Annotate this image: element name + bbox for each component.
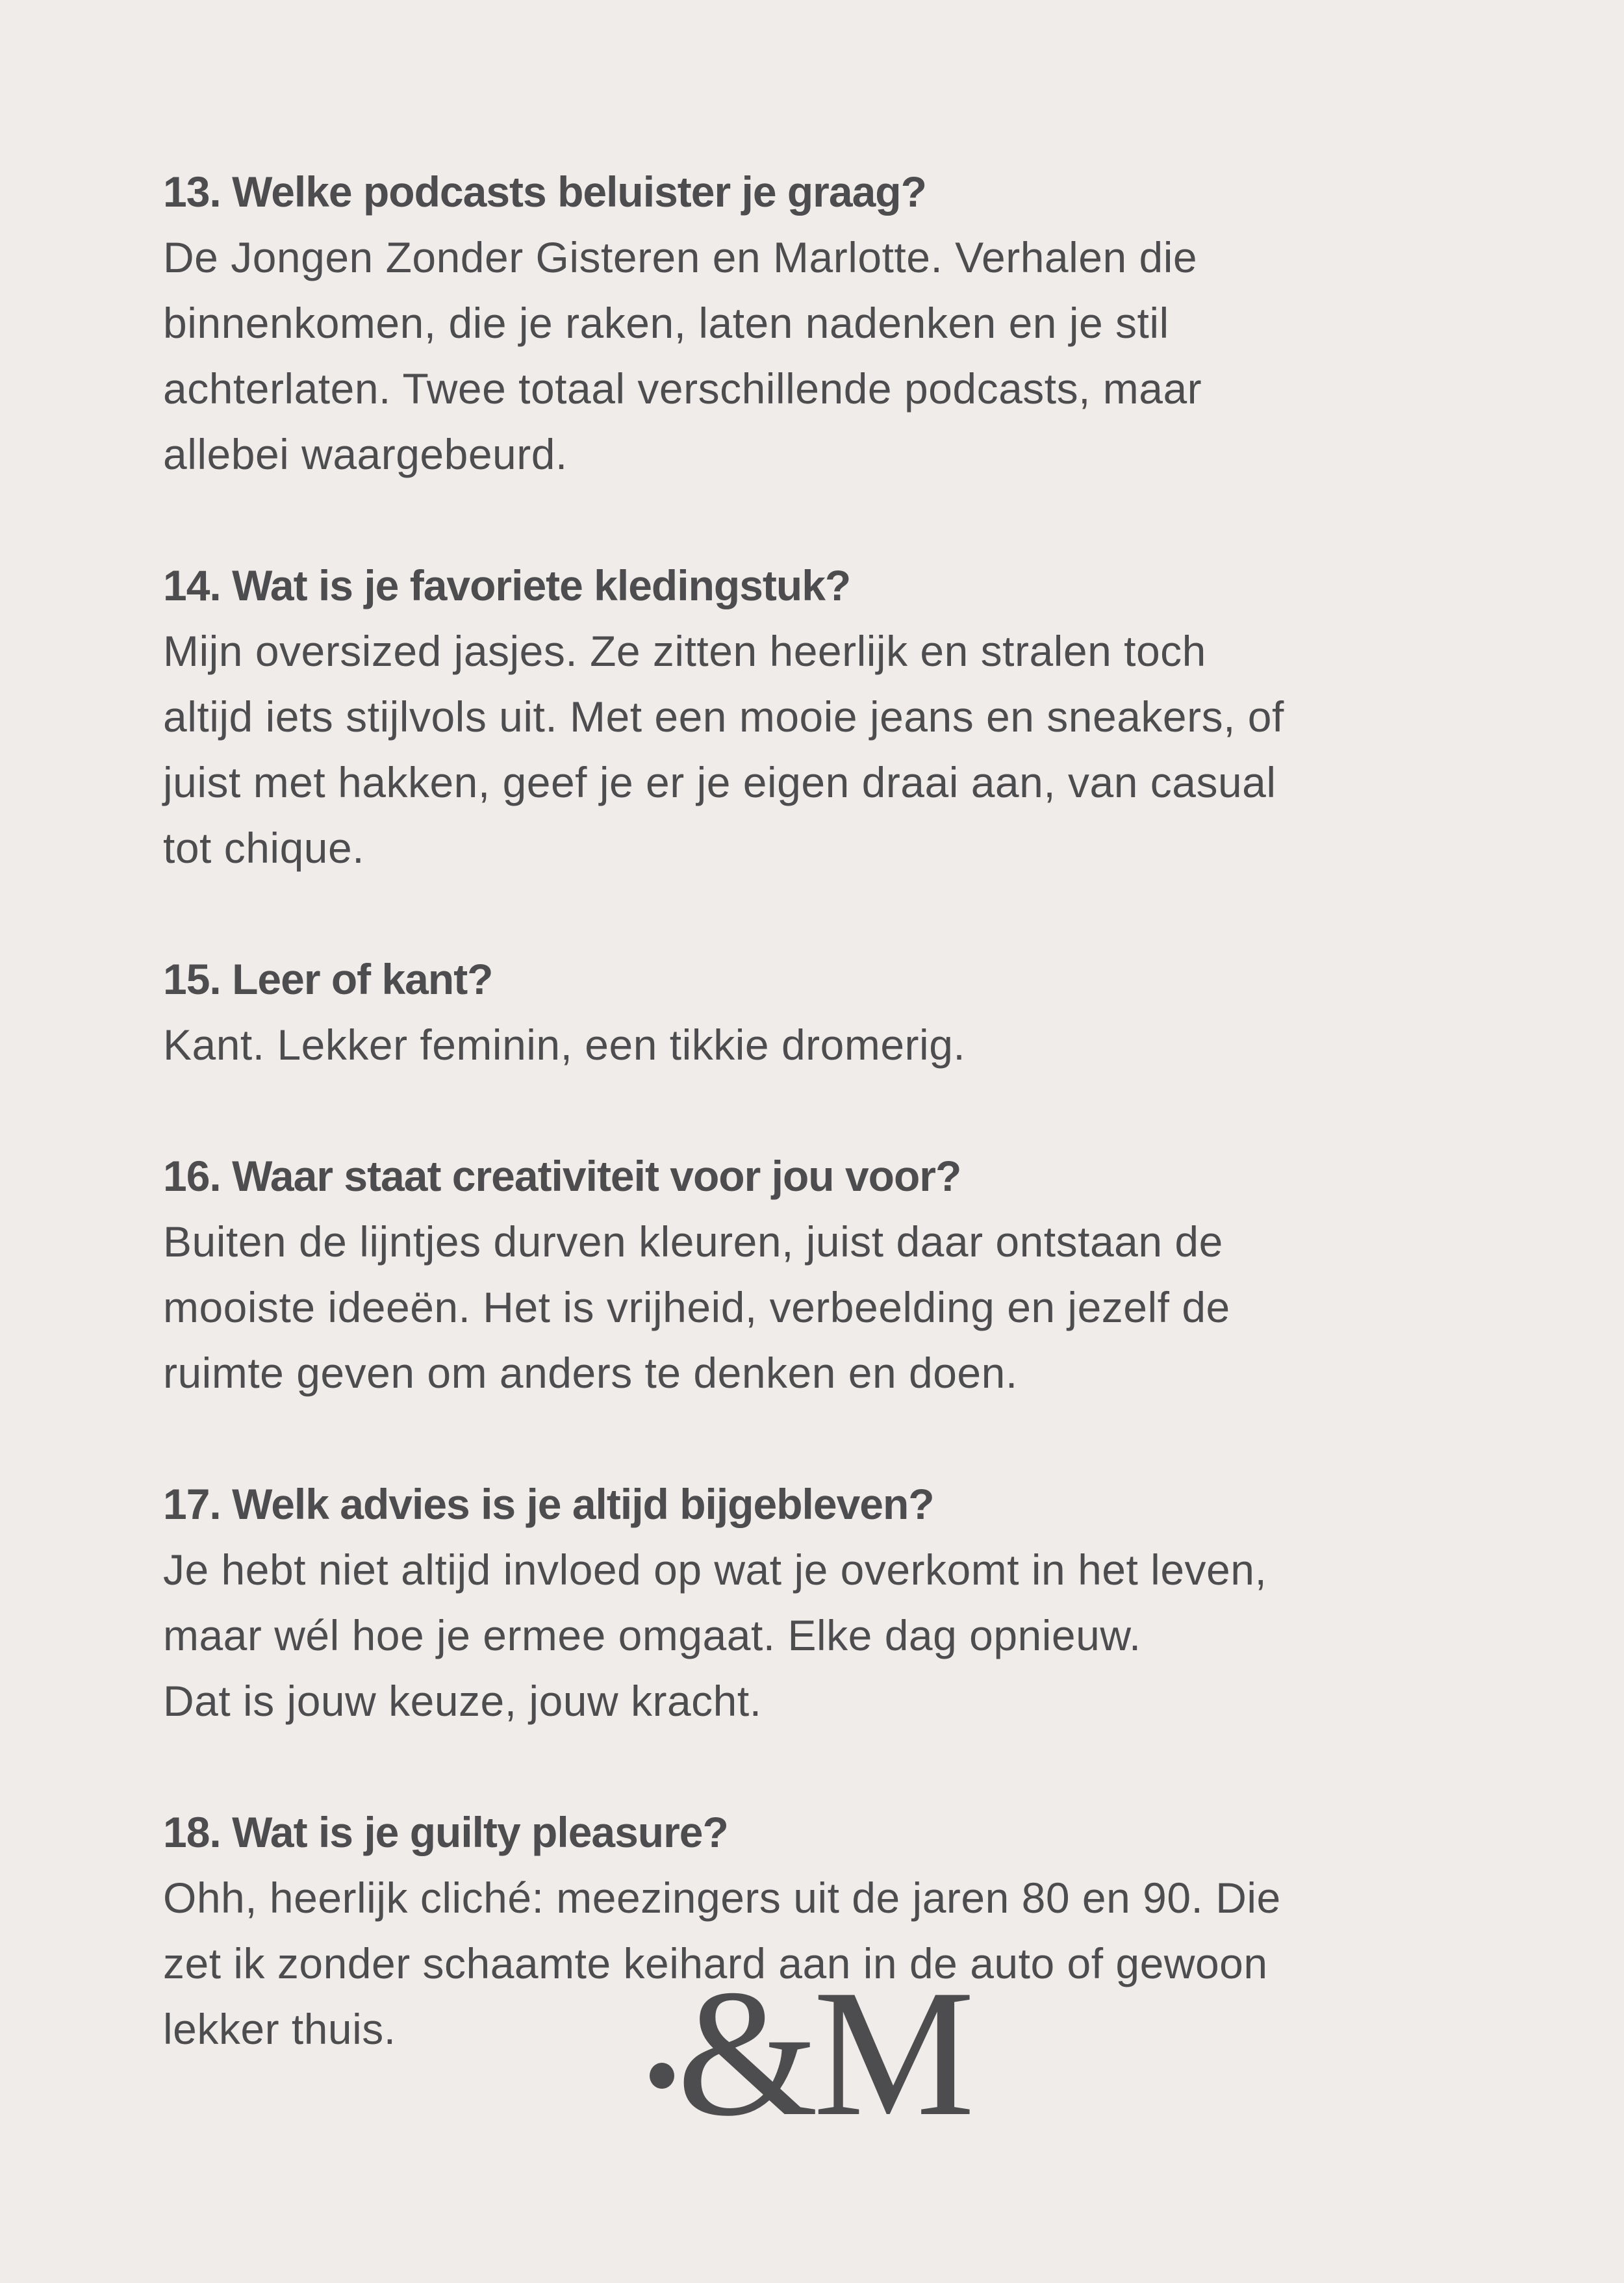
logo-wordmark (677, 1952, 970, 2154)
qa-section (163, 1472, 1495, 1734)
answer-line: Dat is jouw keuze, jouw kracht. (163, 1677, 762, 1725)
question-heading: 18. Wat is je guilty pleasure? (163, 1808, 728, 1856)
answer-line: lekker thuis. (163, 2005, 396, 2053)
brand-logo (650, 1952, 970, 2154)
answer-line: Mijn oversized jasjes. Ze zitten heerlijk en stralen toch (163, 627, 1206, 675)
answer-line: achterlaten. Twee totaal verschillende podcasts, maar (163, 364, 1202, 413)
answer-line: De Jongen Zonder Gisteren en Marlotte. Verhalen die (163, 233, 1198, 281)
qa-section (163, 947, 1495, 1078)
qa-list (163, 159, 1495, 2128)
answer-line: Kant. Lekker feminin, een tikkie dromerig. (163, 1021, 966, 1069)
answer-line: binnenkomen, die je raken, laten nadenken en je stil (163, 299, 1169, 347)
answer-line: zet ik zonder schaamte keihard aan in de auto of gewoon (163, 1939, 1268, 1987)
logo-dot (650, 2063, 674, 2089)
answer-line: Ohh, heerlijk cliché: meezingers uit de jaren 80 en 90. Die (163, 1874, 1281, 1922)
answer-line: maar wél hoe je ermee omgaat. Elke dag opnieuw. (163, 1611, 1141, 1659)
question-heading: 16. Waar staat creativiteit voor jou voor? (163, 1152, 961, 1200)
answer-line: Je hebt niet altijd invloed op wat je overkomt in het leven, (163, 1546, 1267, 1594)
qa-section (163, 553, 1495, 881)
answer-line: Buiten de lijntjes durven kleuren, juist daar ontstaan de (163, 1218, 1223, 1266)
answer-line: altijd iets stijlvols uit. Met een mooie jeans en sneakers, of (163, 693, 1284, 741)
question-heading: 14. Wat is je favoriete kledingstuk? (163, 561, 851, 609)
answer-line: allebei waargebeurd. (163, 430, 568, 478)
answer-line: mooiste ideeën. Het is vrijheid, verbeelding en jezelf de (163, 1283, 1230, 1331)
question-heading: 17. Welk advies is je altijd bijgebleven? (163, 1480, 934, 1528)
logo-letter-m: M (813, 1952, 970, 2154)
qa-section (163, 1143, 1495, 1406)
logo-ampersand: & (677, 1952, 813, 2154)
question-heading: 15. Leer of kant? (163, 955, 493, 1003)
answer-line: tot chique. (163, 824, 365, 872)
answer-line: juist met hakken, geef je er je eigen draai aan, van casual (163, 758, 1276, 806)
question-heading: 13. Welke podcasts beluister je graag? (163, 168, 926, 216)
qa-section (163, 159, 1495, 487)
answer-line: ruimte geven om anders te denken en doen. (163, 1349, 1018, 1397)
